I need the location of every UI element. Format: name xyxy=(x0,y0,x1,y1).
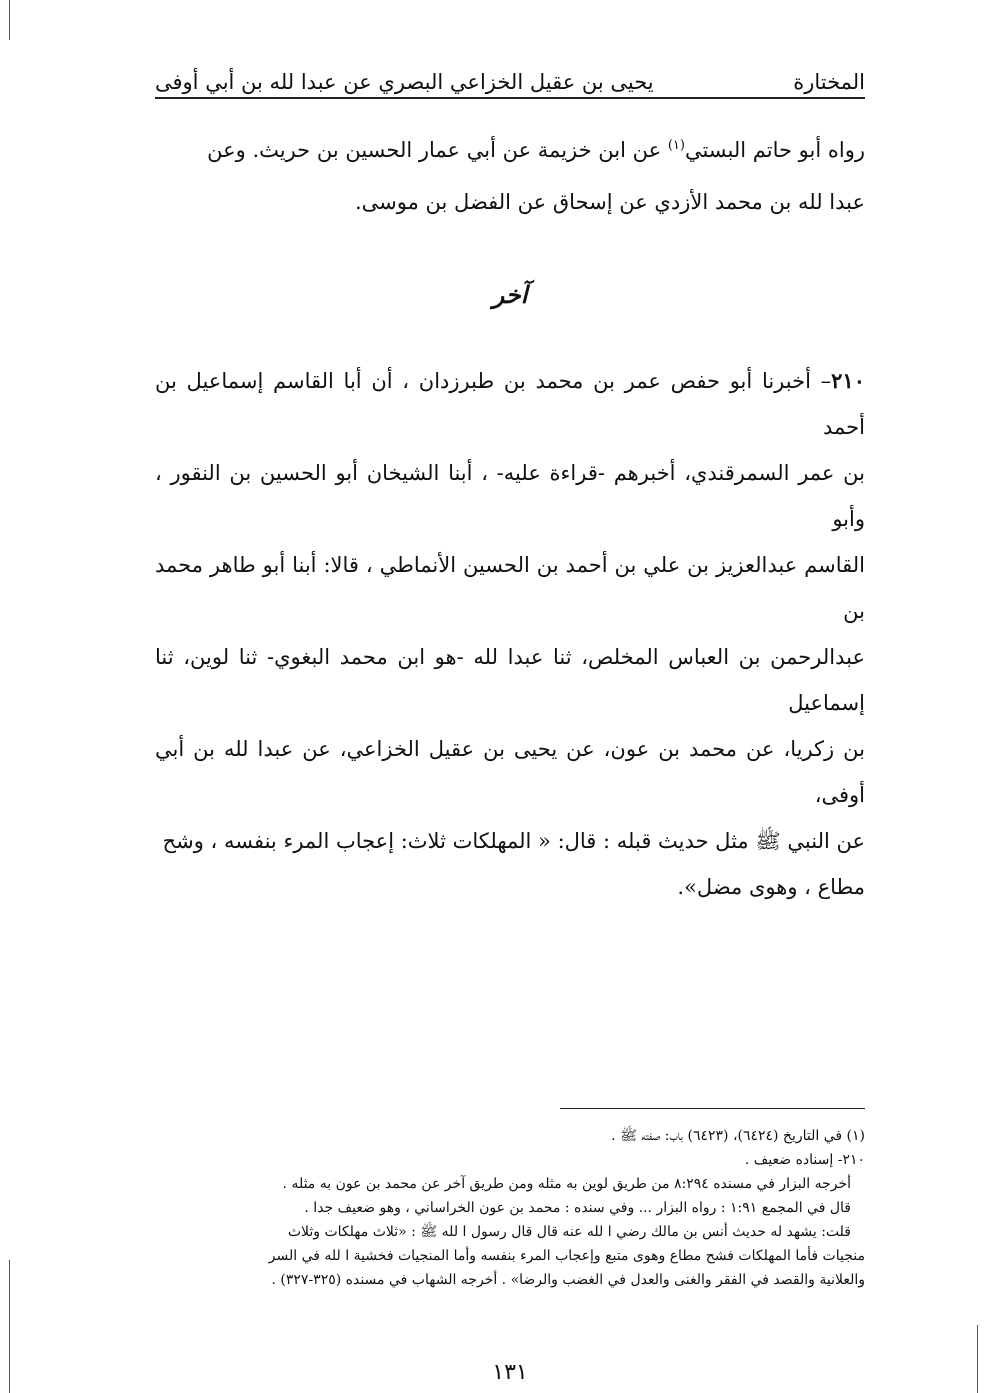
header-rule xyxy=(155,97,865,99)
book-page xyxy=(155,40,865,1385)
running-head-chapter-title: يحيى بن عقيل الخزاعي البصري عن عبدا لله بن أبي أوفى xyxy=(155,70,654,94)
running-head-book-title: المختارة xyxy=(793,70,865,94)
scan-margin-mark-right xyxy=(977,1325,978,1393)
hadith-line: عبدالرحمن بن العباس المخلص، ثنا عبدا لله -هو ابن محمد البغوي- ثنا لوين، ثنا إسماعيل xyxy=(155,645,865,715)
footnote: والعلانية والقصد في الفقر والغنى والعدل في الغضب والرضا» . أخرجه الشهاب في مسنده (٣٢٥-٣٢٧) . xyxy=(271,1272,865,1288)
footnote: قلت: يشهد له حديث أنس بن مالك رضي ا لله عنه قال قال رسول ا لله ﷺ : «ثلاث مهلكات وثلاث xyxy=(287,1224,851,1240)
hadith-text: – أخبرنا أبو حفص عمر بن محمد بن طبرزدان ، أن أبا القاسم إسماعيل بن أحمد xyxy=(155,369,865,439)
hadith-line: القاسم عبدالعزيز بن علي بن أحمد بن الحسين الأنماطي ، قالا: أبنا أبو طاهر محمد بن xyxy=(155,553,865,623)
hadith-line: مطاع ، وهوى مضل». xyxy=(677,875,865,899)
footnote: أخرجه البزار في مسنده ٨:٢٩٤ من طريق لوين به مثله ومن طريق آخر عن محمد بن عون به مثله . xyxy=(282,1176,851,1192)
footnote-separator xyxy=(560,1108,865,1109)
intro-paragraph xyxy=(155,120,865,228)
intro-line-2: عبدا لله بن محمد الأزدي عن إسحاق عن الفضل بن موسى. xyxy=(354,190,865,214)
running-head xyxy=(155,54,865,94)
hadith-paragraph xyxy=(155,358,865,910)
page-number: ١٣١ xyxy=(492,1360,528,1385)
intro-text: رواه أبو حاتم البستي xyxy=(684,138,865,162)
scan-margin-mark-left xyxy=(9,1260,10,1393)
hadith-line: عن النبي ﷺ مثل حديث قبله : قال: « المهلكات ثلاث: إعجاب المرء بنفسه ، وشح xyxy=(162,829,865,853)
hadith-number: ٢١٠ xyxy=(831,368,865,393)
footnote: قال في المجمع ١:٩١ : رواه البزار ... وفي سنده : محمد بن عون الخراساني ، وهو ضعيف جدا . xyxy=(304,1200,851,1216)
hadith-line: بن عمر السمرقندي، أخبرهم -قراءة عليه- ، أبنا الشيخان أبو الحسين بن النقور ، وأبو xyxy=(155,461,865,531)
hadith-line xyxy=(155,358,865,450)
intro-line-1 xyxy=(155,120,865,176)
footnote: منجيات فأما المهلكات فشح مطاع وهوى متبع وإعجاب المرء بنفسه وأما المنجيات فخشية ا لله في السر xyxy=(268,1248,865,1264)
scan-margin-mark-top-left xyxy=(9,0,10,40)
intro-text: عن ابن خزيمة عن أبي عمار الحسين بن حريث. وعن xyxy=(207,138,668,162)
hadith-line: بن زكريا، عن محمد بن عون، عن يحيى بن عقيل الخزاعي، عن عبدا لله بن أبي أوفى، xyxy=(155,737,865,807)
footnotes xyxy=(155,1124,865,1292)
footnote: (١) في التاريخ (٦٤٢٤)، (٦٤٢٣) باب: صفته ﷺ . xyxy=(611,1128,865,1144)
footnote-marker: (١) xyxy=(667,138,685,153)
section-title: آخر xyxy=(492,280,528,309)
footnote: ٢١٠- إسناده ضعيف . xyxy=(744,1152,865,1168)
